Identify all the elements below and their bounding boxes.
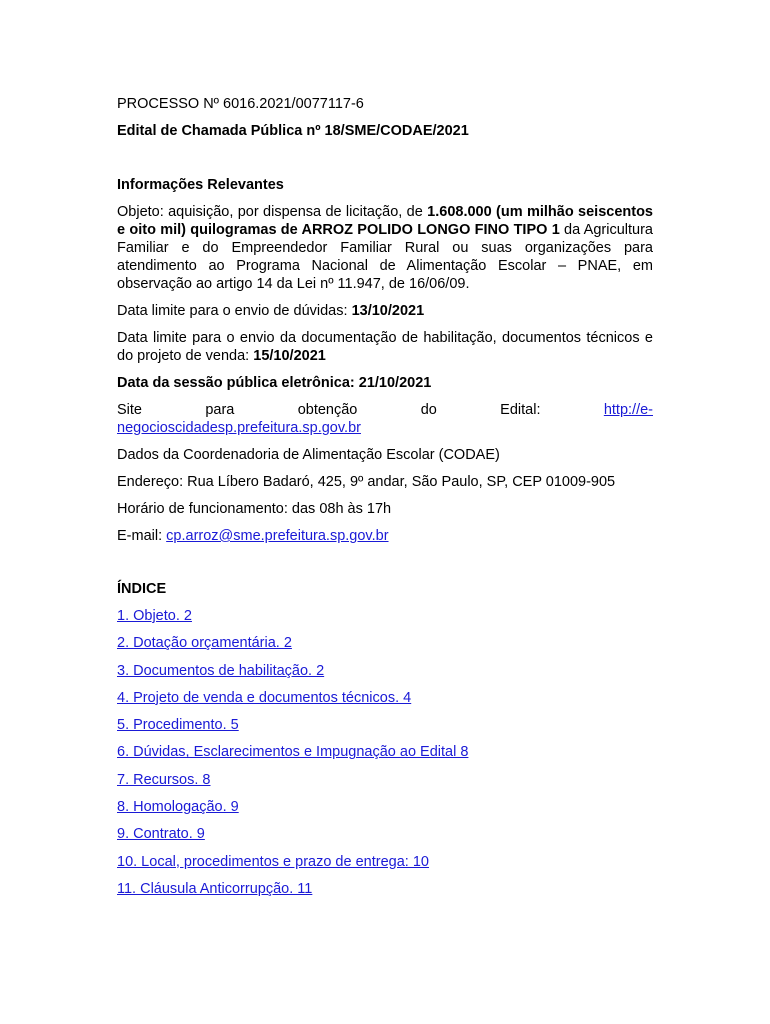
toc-link-duvidas[interactable]: 6. Dúvidas, Esclarecimentos e Impugnação ao Edital 8 [117, 744, 469, 761]
address: Endereço: Rua Líbero Badaró, 425, 9º andar, São Paulo, SP, CEP 01009-905 [117, 474, 616, 490]
toc-link-anticorrupcao[interactable]: 11. Cláusula Anticorrupção. 11 [117, 880, 313, 897]
email-label: E-mail: [117, 528, 167, 544]
toc-link-dotacao[interactable]: 2. Dotação orçamentária. 2 [117, 635, 292, 652]
object-suffix: da Agricultura Familiar e do Empreendedor Familiar Rural ou suas organizações para atendimento ao Programa Nacional de Alimentação Escolar – PNAE, em observação ao artigo 14 da Lei nº 11.947, de 16/06/09. [117, 222, 653, 292]
toc-item [117, 634, 653, 652]
site-paragraph-continued [117, 419, 653, 437]
documents-deadline-label: Data limite para o envio da documentação de habilitação, documentos técnicos e do projeto de venda: [117, 330, 653, 364]
site-label: Site para obtenção do Edital: [117, 402, 604, 418]
questions-deadline [117, 302, 653, 320]
email-line [117, 527, 653, 545]
codae-data: Dados da Coordenadoria de Alimentação Escolar (CODAE) [117, 447, 500, 463]
site-link[interactable]: http://e- [603, 402, 653, 418]
edital-title: Edital de Chamada Pública nº 18/SME/CODAE/2021 [117, 123, 469, 139]
site-link-continued[interactable]: negocioscidadesp.prefeitura.sp.gov.br [117, 420, 361, 436]
toc-link-habilitacao[interactable]: 3. Documentos de habilitação. 2 [117, 662, 325, 679]
toc-item [117, 743, 653, 761]
toc-item [117, 662, 653, 680]
toc-item [117, 825, 653, 843]
documents-deadline-date: 15/10/2021 [253, 348, 326, 364]
object-quantity: 1.608.000 (um milhão seiscentos e oito mil) quilogramas de ARROZ POLIDO LONGO FINO TIPO 1 [117, 204, 653, 238]
questions-deadline-label: Data limite para o envio de dúvidas: [117, 303, 352, 319]
table-of-contents [117, 607, 653, 898]
index-heading: ÍNDICE [117, 581, 167, 597]
toc-link-recursos[interactable]: 7. Recursos. 8 [117, 771, 211, 788]
toc-link-entrega[interactable]: 10. Local, procedimentos e prazo de entrega: 10 [117, 853, 429, 870]
opening-hours: Horário de funcionamento: das 08h às 17h [117, 501, 392, 517]
questions-deadline-date: 13/10/2021 [351, 303, 425, 319]
toc-item [117, 853, 653, 871]
session-date: Data da sessão pública eletrônica: 21/10/2021 [117, 375, 432, 391]
toc-item [117, 798, 653, 816]
site-paragraph [117, 401, 653, 419]
toc-item [117, 771, 653, 789]
toc-item [117, 880, 653, 898]
toc-link-contrato[interactable]: 9. Contrato. 9 [117, 826, 205, 843]
info-heading: Informações Relevantes [117, 177, 284, 193]
process-number: PROCESSO Nº 6016.2021/0077117-6 [117, 96, 364, 112]
object-prefix: Objeto: aquisição, por dispensa de licitação, de [117, 204, 428, 220]
toc-link-homologacao[interactable]: 8. Homologação. 9 [117, 799, 239, 816]
toc-item [117, 607, 653, 625]
toc-link-projeto-venda[interactable]: 4. Projeto de venda e documentos técnicos. 4 [117, 689, 412, 706]
toc-item [117, 716, 653, 734]
toc-link-procedimento[interactable]: 5. Procedimento. 5 [117, 717, 239, 734]
toc-link-objeto[interactable]: 1. Objeto. 2 [117, 608, 192, 624]
object-paragraph [117, 203, 653, 293]
document-page [117, 95, 653, 898]
email-link[interactable]: cp.arroz@sme.prefeitura.sp.gov.br [166, 528, 389, 544]
documents-deadline [117, 329, 653, 365]
toc-item [117, 689, 653, 707]
